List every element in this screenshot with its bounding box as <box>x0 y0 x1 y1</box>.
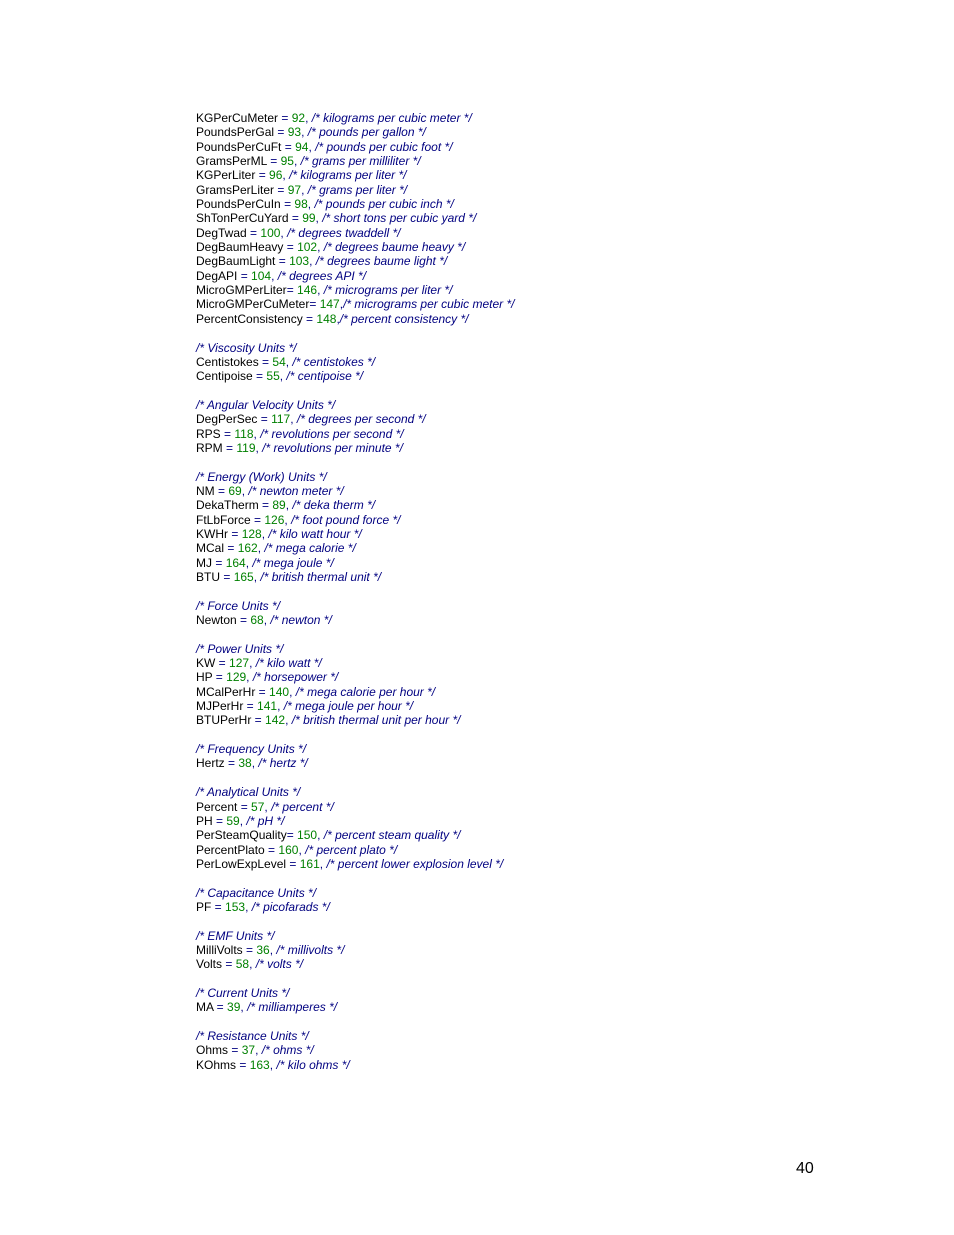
separator: , <box>246 670 253 685</box>
separator: , <box>285 498 293 513</box>
page-number: 40 <box>796 1160 814 1177</box>
enum-name: MA <box>196 1000 214 1015</box>
enum-comment: /* milliamperes */ <box>247 1000 338 1015</box>
enum-value: 99 <box>302 211 316 226</box>
enum-entry-line <box>196 297 896 311</box>
enum-comment: /* degrees per second */ <box>296 412 426 427</box>
enum-name: PercentPlato <box>196 842 265 857</box>
equals-operator: = <box>266 154 281 169</box>
separator: , <box>245 555 253 570</box>
enum-entry-line <box>196 484 896 498</box>
equals-operator: = <box>255 168 270 183</box>
enum-entry-line <box>196 943 896 957</box>
equals-operator: = <box>258 354 273 369</box>
enum-comment: /* centistokes */ <box>292 354 376 369</box>
equals-operator: = <box>242 942 257 957</box>
enum-comment: /* grams per liter */ <box>307 182 408 197</box>
blank-line <box>196 1015 896 1029</box>
enum-comment: /* ohms */ <box>261 1043 314 1058</box>
equals-operator: = <box>278 111 292 125</box>
equals-operator: = <box>236 1057 250 1072</box>
enum-value: 146 <box>297 283 318 298</box>
enum-value: 141 <box>257 699 278 714</box>
enum-entry-line <box>196 312 896 326</box>
equals-operator: = <box>212 813 227 828</box>
enum-comment: /* kilo ohms */ <box>276 1057 350 1072</box>
equals-operator: = <box>250 512 265 527</box>
enum-comment: /* pounds per cubic inch */ <box>314 197 454 212</box>
enum-comment: /* newton meter */ <box>248 483 344 498</box>
enum-entry-line <box>196 513 896 527</box>
blank-line <box>196 384 896 398</box>
equals-operator: = <box>211 899 226 914</box>
separator: , <box>271 268 278 283</box>
separator: , <box>317 240 324 255</box>
separator: , <box>317 283 324 298</box>
enum-value: 129 <box>226 670 247 685</box>
enum-comment: /* millivolts */ <box>276 942 345 957</box>
enum-name: PH <box>196 813 213 828</box>
equals-operator: = <box>237 799 252 814</box>
enum-comment: /* mega joule */ <box>252 555 334 570</box>
enum-value: 95 <box>280 154 294 169</box>
enum-value: 100 <box>260 225 281 240</box>
separator: , <box>315 211 323 226</box>
enum-entry-line <box>196 685 896 699</box>
equals-operator: = <box>222 957 236 972</box>
code-listing <box>196 111 896 1072</box>
enum-entry-line <box>196 756 896 770</box>
equals-operator: = <box>257 412 272 427</box>
blank-line <box>196 914 896 928</box>
equals-operator: = <box>274 182 288 197</box>
enum-comment: /* degrees baume heavy */ <box>323 240 466 255</box>
enum-value: 161 <box>299 856 320 871</box>
enum-value: 147 <box>319 297 340 312</box>
enum-name: KGPerLiter <box>196 168 256 183</box>
separator: , <box>261 526 269 541</box>
section-header-comment: /* Force Units */ <box>196 598 281 613</box>
enum-entry-line <box>196 800 896 814</box>
equals-operator: = <box>222 440 237 455</box>
enum-name: MicroGMPerCuMeter <box>196 297 310 312</box>
enum-comment: /* degrees baume light */ <box>315 254 448 269</box>
separator: , <box>277 699 284 714</box>
separator: , <box>289 684 296 699</box>
enum-name: DegAPI <box>196 268 238 283</box>
enum-comment: /* grams per milliliter */ <box>300 154 421 169</box>
separator: , <box>298 842 306 857</box>
enum-value: 93 <box>287 125 302 140</box>
equals-operator: = <box>220 426 235 441</box>
enum-value: 92 <box>291 111 306 125</box>
separator: , <box>279 369 287 384</box>
enum-entry-line <box>196 1043 896 1057</box>
enum-name: MilliVolts <box>196 942 243 957</box>
blank-line <box>196 584 896 598</box>
enum-value: 148 <box>316 311 337 326</box>
enum-entry-line <box>196 498 896 512</box>
enum-name: ShTonPerCuYard <box>196 211 289 226</box>
section-header-comment: /* Analytical Units */ <box>196 785 301 800</box>
enum-value: 97 <box>287 182 302 197</box>
enum-name: Centipoise <box>196 369 253 384</box>
enum-name: PoundsPerCuIn <box>196 197 281 212</box>
enum-value: 39 <box>227 1000 241 1015</box>
enum-value: 98 <box>294 197 308 212</box>
enum-name: MCalPerHr <box>196 684 256 699</box>
enum-value: 142 <box>265 713 286 728</box>
enum-name: KWHr <box>196 526 228 541</box>
enum-comment: /* short tons per cubic yard */ <box>322 211 477 226</box>
enum-comment: /* micrograms per cubic meter */ <box>343 297 515 312</box>
enum-entry-line <box>196 183 896 197</box>
enum-name: DegBaumLight <box>196 254 276 269</box>
equals-operator: = <box>224 541 238 556</box>
enum-value: 102 <box>297 240 318 255</box>
blank-line <box>196 326 896 340</box>
enum-entry-line <box>196 154 896 168</box>
equals-operator: = <box>220 570 234 584</box>
blank-line <box>196 871 896 885</box>
enum-entry-line <box>196 1000 896 1014</box>
enum-entry-line <box>196 211 896 225</box>
separator: , <box>251 756 259 771</box>
enum-name: PoundsPerGal <box>196 125 275 140</box>
enum-value: 162 <box>237 541 258 556</box>
separator: , <box>305 111 312 125</box>
enum-entry-line <box>196 125 896 139</box>
separator: , <box>290 412 297 427</box>
enum-comment: /* british thermal unit per hour */ <box>291 713 461 728</box>
section-header-comment: /* EMF Units */ <box>196 928 275 943</box>
enum-value: 94 <box>295 139 309 154</box>
enum-entry-line <box>196 814 896 828</box>
equals-operator: = <box>255 684 270 699</box>
equals-operator: = <box>264 842 279 857</box>
separator: , <box>301 182 308 197</box>
equals-operator: = <box>274 125 288 140</box>
equals-operator: = <box>258 498 273 513</box>
enum-comment: /* kilograms per liter */ <box>289 168 407 183</box>
enum-comment: /* percent consistency */ <box>339 311 469 326</box>
enum-comment: /* degrees twaddell */ <box>287 225 401 240</box>
enum-name: DegPerSec <box>196 412 258 427</box>
enum-comment: /* pounds per cubic foot */ <box>315 139 453 154</box>
equals-operator: = <box>251 713 266 728</box>
equals-operator: = <box>246 225 261 240</box>
enum-comment: /* kilo watt hour */ <box>268 526 362 541</box>
enum-name: PerSteamQuality <box>196 828 287 843</box>
equals-operator: = <box>214 483 229 498</box>
enum-value: 58 <box>235 957 250 972</box>
blank-line <box>196 972 896 986</box>
equals-operator: = <box>309 297 320 312</box>
separator: , <box>240 1000 248 1015</box>
separator: , <box>339 297 344 312</box>
enum-value: 163 <box>249 1057 270 1072</box>
equals-operator: = <box>252 369 267 384</box>
enum-name: MJPerHr <box>196 699 244 714</box>
enum-comment: /* centipoise */ <box>286 369 364 384</box>
enum-name: PF <box>196 899 212 914</box>
enum-name: KGPerCuMeter <box>196 111 279 125</box>
enum-value: 54 <box>272 354 286 369</box>
enum-comment: /* percent lower explosion level */ <box>326 856 504 871</box>
enum-name: DekaTherm <box>196 498 259 513</box>
enum-name: Percent <box>196 799 238 814</box>
enum-comment: /* micrograms per liter */ <box>323 283 453 298</box>
separator: , <box>307 197 315 212</box>
enum-value: 119 <box>236 440 256 455</box>
enum-comment: /* hertz */ <box>258 756 308 771</box>
enum-entry-line <box>196 656 896 670</box>
separator: , <box>319 856 327 871</box>
enum-name: RPS <box>196 426 221 441</box>
enum-entry-line <box>196 670 896 684</box>
enum-entry-line <box>196 713 896 727</box>
enum-entry-line <box>196 957 896 971</box>
enum-name: DegTwad <box>196 225 247 240</box>
enum-value: 128 <box>241 526 262 541</box>
separator: , <box>263 613 271 628</box>
enum-comment: /* percent */ <box>271 799 334 814</box>
enum-entry-line <box>196 254 896 268</box>
enum-value: 55 <box>266 369 280 384</box>
enum-name: DegBaumHeavy <box>196 240 284 255</box>
enum-value: 117 <box>271 412 291 427</box>
enum-name: PerLowExpLevel <box>196 856 287 871</box>
separator: , <box>257 541 265 556</box>
enum-value: 153 <box>225 899 246 914</box>
enum-entry-line <box>196 441 896 455</box>
equals-operator: = <box>288 211 303 226</box>
enum-value: 59 <box>226 813 240 828</box>
equals-operator: = <box>283 240 298 255</box>
enum-value: 69 <box>228 483 242 498</box>
enum-name: Hertz <box>196 756 225 771</box>
enum-comment: /* percent plato */ <box>305 842 398 857</box>
enum-name: KW <box>196 656 216 671</box>
separator: , <box>285 713 292 728</box>
separator: , <box>255 440 263 455</box>
separator: , <box>308 139 316 154</box>
equals-operator: = <box>243 699 258 714</box>
separator: , <box>293 154 301 169</box>
enum-comment: /* mega calorie */ <box>264 541 356 556</box>
separator: , <box>284 512 292 527</box>
enum-entry-line <box>196 269 896 283</box>
enum-comment: /* mega joule per hour */ <box>283 699 414 714</box>
enum-name: MJ <box>196 555 212 570</box>
separator: , <box>253 570 261 584</box>
enum-comment: /* percent steam quality */ <box>323 828 461 843</box>
enum-entry-line <box>196 240 896 254</box>
separator: , <box>253 426 261 441</box>
blank-line <box>196 627 896 641</box>
enum-entry-line <box>196 613 896 627</box>
enum-name: Centistokes <box>196 354 259 369</box>
equals-operator: = <box>286 856 300 871</box>
equals-operator: = <box>228 1043 242 1058</box>
enum-entry-line <box>196 1058 896 1072</box>
enum-entry-line <box>196 140 896 154</box>
equals-operator: = <box>275 254 290 269</box>
equals-operator: = <box>228 526 242 541</box>
enum-comment: /* mega calorie per hour */ <box>295 684 436 699</box>
enum-name: HP <box>196 670 213 685</box>
equals-operator: = <box>213 1000 228 1015</box>
enum-name: PercentConsistency <box>196 311 303 326</box>
enum-entry-line <box>196 900 896 914</box>
enum-entry-line <box>196 427 896 441</box>
enum-value: 103 <box>289 254 310 269</box>
section-header-comment: /* Angular Velocity Units */ <box>196 397 336 412</box>
equals-operator: = <box>215 656 230 671</box>
enum-entry-line <box>196 843 896 857</box>
enum-entry-line <box>196 226 896 240</box>
separator: , <box>317 828 324 843</box>
enum-entry-line <box>196 556 896 570</box>
enum-value: 37 <box>241 1043 256 1058</box>
enum-comment: /* revolutions per minute */ <box>262 440 403 455</box>
equals-operator: = <box>286 828 298 843</box>
enum-entry-line <box>196 828 896 842</box>
separator: , <box>301 125 308 140</box>
equals-operator: = <box>237 268 252 283</box>
equals-operator: = <box>302 311 317 326</box>
equals-operator: = <box>281 139 296 154</box>
enum-name: BTU <box>196 570 220 584</box>
enum-value: 36 <box>256 942 270 957</box>
enum-entry-line <box>196 857 896 871</box>
enum-comment: /* degrees API */ <box>277 268 367 283</box>
section-header-comment: /* Power Units */ <box>196 641 284 656</box>
enum-entry-line <box>196 570 896 584</box>
equals-operator: = <box>224 756 239 771</box>
enum-name: KOhms <box>196 1057 237 1072</box>
enum-entry-line <box>196 168 896 182</box>
enum-name: Volts <box>196 957 223 972</box>
separator: , <box>309 254 316 269</box>
equals-operator: = <box>236 613 251 628</box>
enum-comment: /* volts */ <box>255 957 304 972</box>
enum-entry-line <box>196 541 896 555</box>
enum-name: MicroGMPerLiter <box>196 283 287 298</box>
enum-comment: /* horsepower */ <box>252 670 339 685</box>
separator: , <box>245 899 252 914</box>
enum-comment: /* british thermal unit */ <box>260 570 382 584</box>
enum-comment: /* pounds per gallon */ <box>307 125 426 140</box>
blank-line <box>196 728 896 742</box>
blank-line <box>196 455 896 469</box>
separator: , <box>282 168 290 183</box>
enum-comment: /* deka therm */ <box>292 498 376 513</box>
enum-value: 96 <box>269 168 283 183</box>
enum-name: RPM <box>196 440 223 455</box>
enum-entry-line <box>196 111 896 125</box>
enum-comment: /* foot pound force */ <box>291 512 401 527</box>
enum-value: 150 <box>297 828 318 843</box>
separator: , <box>249 957 256 972</box>
separator: , <box>285 354 293 369</box>
enum-value: 104 <box>251 268 272 283</box>
enum-comment: /* kilo watt */ <box>255 656 322 671</box>
enum-name: Newton <box>196 613 237 628</box>
enum-name: Ohms <box>196 1043 229 1058</box>
separator: , <box>255 1043 262 1058</box>
section-header-comment: /* Current Units */ <box>196 985 290 1000</box>
enum-name: NM <box>196 483 215 498</box>
enum-name: BTUPerHr <box>196 713 252 728</box>
separator: , <box>269 1057 277 1072</box>
separator: , <box>239 813 247 828</box>
enum-value: 164 <box>225 555 246 570</box>
enum-name: GramsPerLiter <box>196 182 275 197</box>
enum-name: FtLbForce <box>196 512 251 527</box>
enum-entry-line <box>196 283 896 297</box>
enum-entry-line <box>196 412 896 426</box>
separator: , <box>249 656 256 671</box>
enum-comment: /* picofarads */ <box>251 899 330 914</box>
blank-line <box>196 771 896 785</box>
enum-value: 165 <box>233 570 254 584</box>
enum-comment: /* revolutions per second */ <box>260 426 404 441</box>
enum-value: 126 <box>264 512 285 527</box>
equals-operator: = <box>286 283 298 298</box>
enum-name: GramsPerML <box>196 154 267 169</box>
enum-entry-line <box>196 527 896 541</box>
enum-value: 160 <box>278 842 299 857</box>
enum-comment: /* newton */ <box>270 613 332 628</box>
enum-entry-line <box>196 369 896 383</box>
section-header-comment: /* Capacitance Units */ <box>196 885 317 900</box>
enum-value: 127 <box>229 656 250 671</box>
enum-value: 57 <box>251 799 265 814</box>
separator: , <box>269 942 277 957</box>
enum-entry-line <box>196 699 896 713</box>
equals-operator: = <box>280 197 295 212</box>
enum-comment: /* pH */ <box>246 813 285 828</box>
enum-entry-line <box>196 197 896 211</box>
enum-entry-line <box>196 355 896 369</box>
section-header-comment: /* Resistance Units */ <box>196 1029 309 1043</box>
equals-operator: = <box>212 670 227 685</box>
section-header-comment: /* Energy (Work) Units */ <box>196 469 327 484</box>
enum-name: PoundsPerCuFt <box>196 139 282 154</box>
separator: , <box>241 483 249 498</box>
enum-value: 38 <box>238 756 252 771</box>
enum-comment: /* kilograms per cubic meter */ <box>311 111 472 125</box>
enum-value: 68 <box>250 613 264 628</box>
section-header-comment: /* Frequency Units */ <box>196 742 307 757</box>
separator: , <box>264 799 272 814</box>
enum-value: 118 <box>234 426 254 441</box>
separator: , <box>336 311 340 326</box>
separator: , <box>280 225 288 240</box>
enum-value: 140 <box>269 684 290 699</box>
enum-name: MCal <box>196 541 225 556</box>
enum-value: 89 <box>272 498 286 513</box>
section-header-comment: /* Viscosity Units */ <box>196 340 297 355</box>
equals-operator: = <box>212 555 226 570</box>
